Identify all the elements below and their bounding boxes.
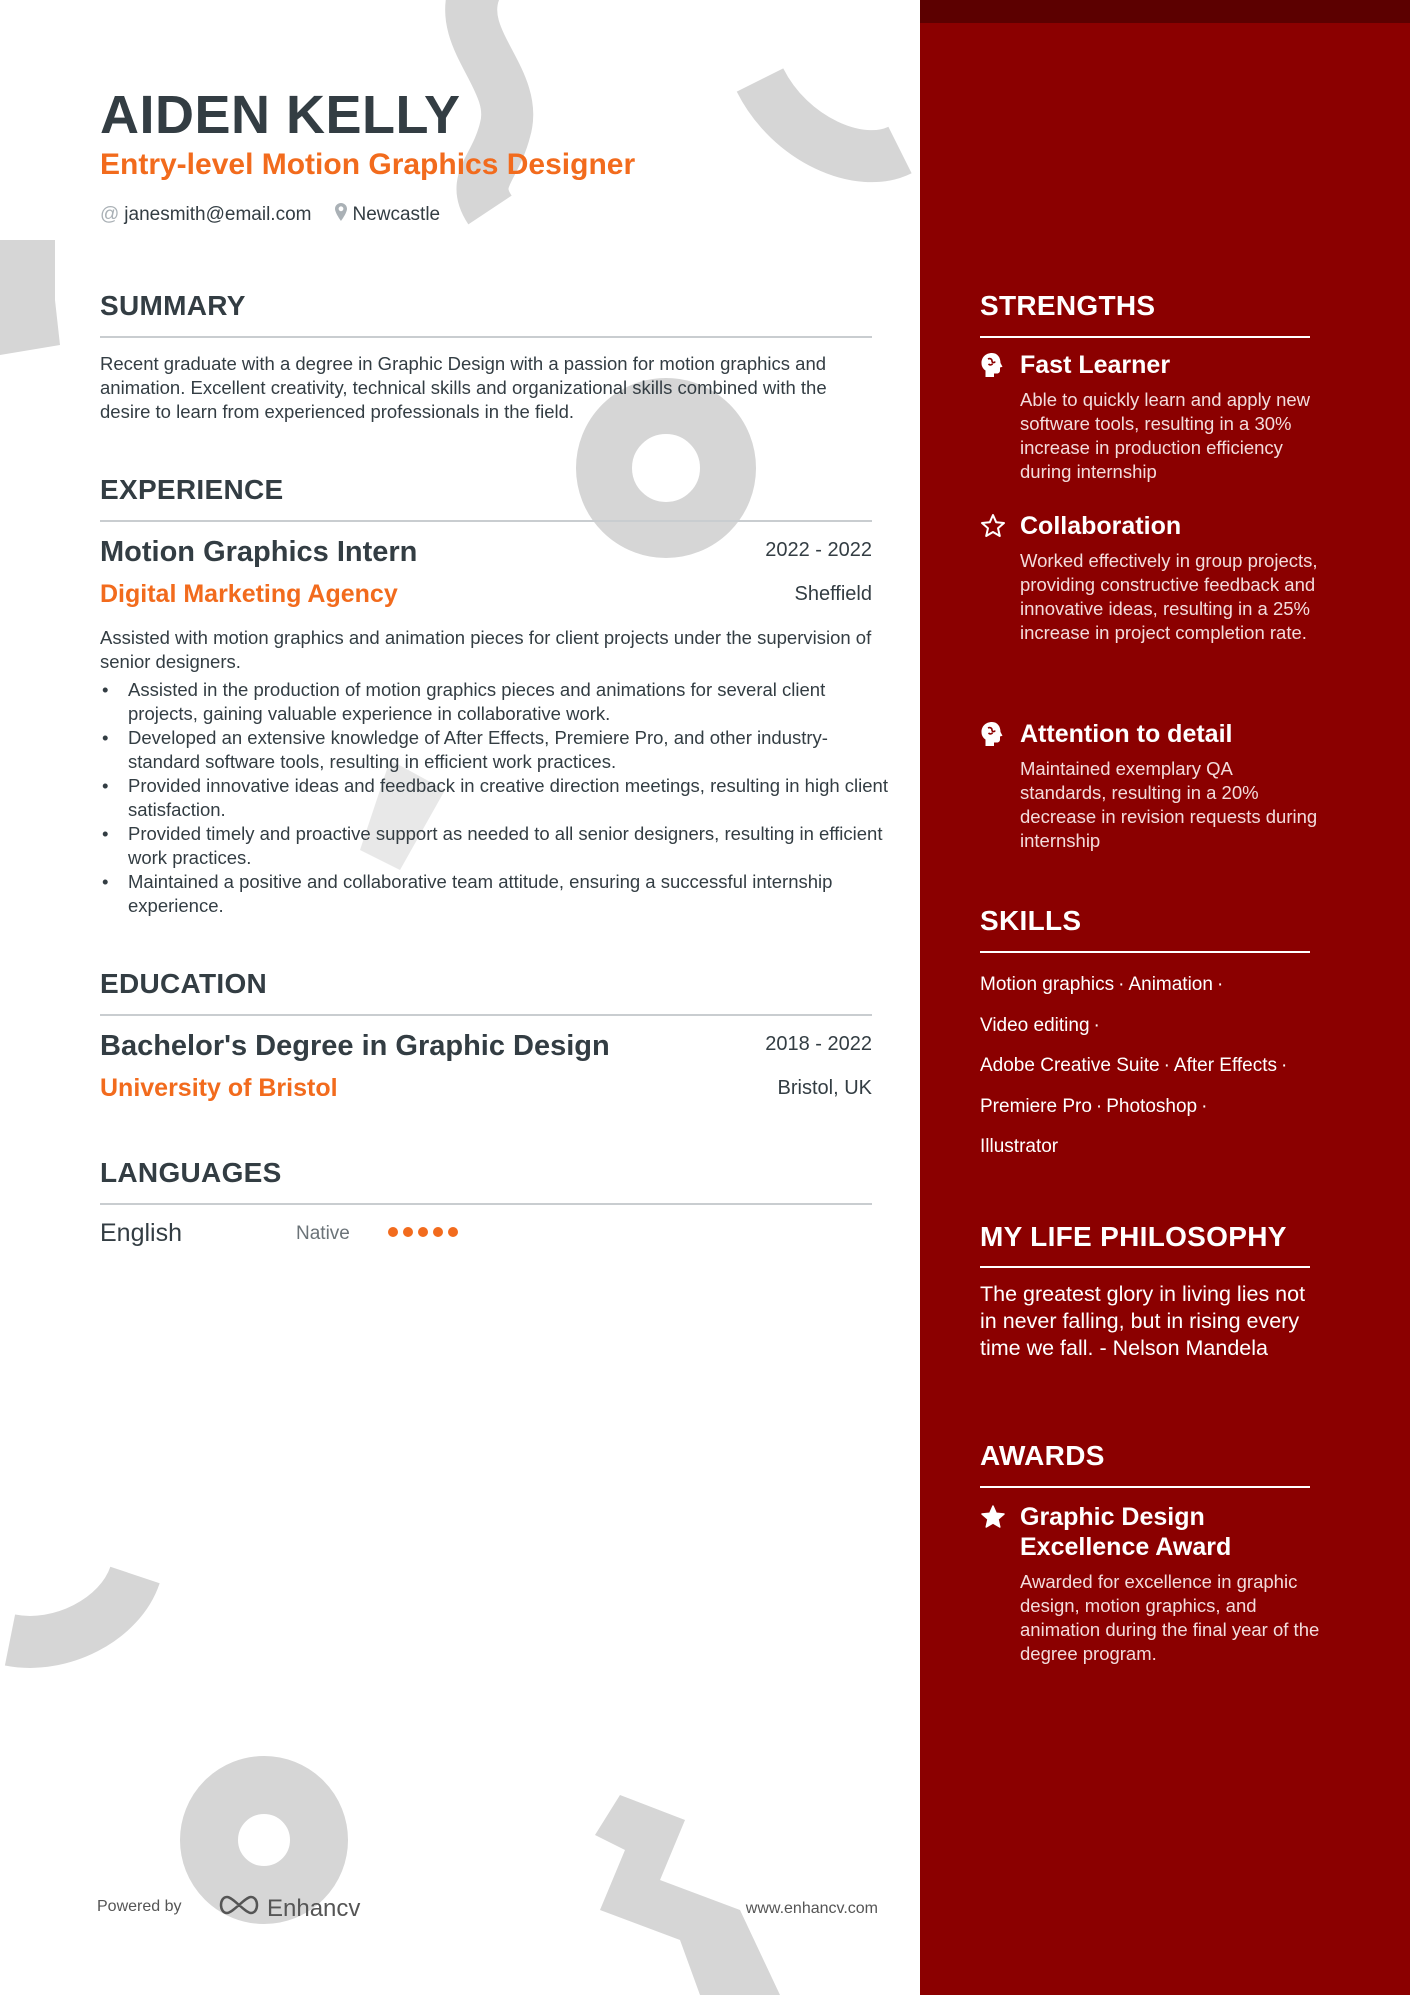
job-bullet: • Developed an extensive knowledge of After Effects, Premiere Pro, and other industry-standard software tools, resulting in efficient work practices. xyxy=(100,726,890,774)
contact-info xyxy=(100,203,464,227)
summary-heading: SUMMARY xyxy=(100,290,246,321)
job-bullets xyxy=(100,678,890,918)
education-dates: 2018 - 2022 xyxy=(765,1033,872,1055)
education-heading: EDUCATION xyxy=(100,968,268,999)
experience-heading: EXPERIENCE xyxy=(100,474,284,505)
skill-tag: Photoshop xyxy=(1106,1095,1198,1117)
proficiency-dot xyxy=(433,1227,443,1237)
job-bullet: • Provided innovative ideas and feedback in creative direction meetings, resulting in high client satisfaction. xyxy=(100,774,890,822)
brand-name: Enhancv xyxy=(267,1894,361,1922)
language-name: English xyxy=(100,1219,182,1247)
skills-heading: SKILLS xyxy=(980,905,1082,936)
skill-tag: After Effects xyxy=(1173,1055,1278,1076)
proficiency-dot xyxy=(388,1227,398,1237)
skill-separator: · xyxy=(1281,1055,1288,1076)
candidate-name: AIDEN KELLY xyxy=(100,85,461,145)
skills-row xyxy=(980,1087,1340,1128)
skills-row xyxy=(980,1046,1340,1087)
summary-text: Recent graduate with a degree in Graphic Design with a passion for motion graphics and animation. Excellent creativity, technical skills and organizational skills combined with the desire to learn from experienced professionals in the field. xyxy=(100,353,827,422)
job-bullet: • Assisted in the production of motion graphics pieces and animations for several client projects, gaining valuable experience in collaborative work. xyxy=(100,678,890,726)
skill-separator: · xyxy=(1118,974,1125,995)
at-icon: @ xyxy=(100,204,120,225)
job-bullet: • Provided timely and proactive support as needed to all senior designers, resulting in efficient work practices. xyxy=(100,822,890,870)
email-text: janesmith@email.com xyxy=(124,204,312,225)
skills-row xyxy=(980,1006,1340,1047)
skill-tag: Motion graphics xyxy=(980,974,1115,995)
skills-list xyxy=(980,965,1340,1168)
strength-title: Fast Learner xyxy=(1020,351,1171,379)
strengths-divider xyxy=(980,336,1310,338)
contact-location xyxy=(335,203,440,227)
brain-icon xyxy=(980,352,1006,378)
skill-tag: Adobe Creative Suite xyxy=(980,1055,1160,1076)
philosophy-divider xyxy=(980,1266,1310,1268)
star-outline-icon xyxy=(980,513,1006,539)
strength-description: Worked effectively in group projects, providing constructive feedback and innovative ideas, resulting in a 25% increase in project completion rate. xyxy=(1020,550,1318,643)
brain-icon xyxy=(980,721,1006,747)
job-location: Sheffield xyxy=(794,583,872,605)
job-title: Motion Graphics Intern xyxy=(100,536,418,568)
job-description: Assisted with motion graphics and animation pieces for client projects under the supervision of senior designers. xyxy=(100,627,872,672)
skill-separator: · xyxy=(1163,1055,1170,1076)
degree-title: Bachelor's Degree in Graphic Design xyxy=(100,1030,610,1062)
sidebar xyxy=(920,0,1410,1995)
job-company: Digital Marketing Agency xyxy=(100,580,398,608)
skills-divider xyxy=(980,951,1310,953)
proficiency-dot xyxy=(448,1227,458,1237)
contact-email[interactable] xyxy=(100,204,311,226)
powered-by-text: Powered by xyxy=(97,1898,182,1915)
skill-separator: · xyxy=(1093,1014,1100,1036)
footer-url[interactable]: www.enhancv.com xyxy=(745,1900,878,1917)
summary-divider xyxy=(100,336,872,338)
strength-title: Attention to detail xyxy=(1020,720,1233,748)
philosophy-heading: MY LIFE PHILOSOPHY xyxy=(980,1221,1287,1252)
job-bullet: • Maintained a positive and collaborative team attitude, ensuring a successful internship experience. xyxy=(100,870,890,918)
languages-divider xyxy=(100,1203,872,1205)
skill-separator: · xyxy=(1095,1095,1103,1117)
proficiency-dot xyxy=(418,1227,428,1237)
map-pin-icon xyxy=(335,203,347,227)
skill-separator: · xyxy=(1201,1095,1208,1117)
infinity-icon xyxy=(215,1893,263,1924)
proficiency-dot xyxy=(403,1227,413,1237)
school-name: University of Bristol xyxy=(100,1074,338,1102)
strength-title: Collaboration xyxy=(1020,512,1182,540)
skills-row xyxy=(980,965,1340,1006)
star-filled-icon xyxy=(980,1504,1006,1530)
skills-row xyxy=(980,1127,1340,1168)
philosophy-quote: The greatest glory in living lies not in never falling, but in rising every time we fall. - Nelson Mandela xyxy=(980,1282,1306,1360)
candidate-title: Entry-level Motion Graphics Designer xyxy=(100,148,636,181)
education-location: Bristol, UK xyxy=(777,1077,872,1099)
experience-divider xyxy=(100,520,872,522)
language-level: Native xyxy=(296,1223,350,1244)
enhancv-logo[interactable] xyxy=(215,1893,360,1924)
awards-divider xyxy=(980,1486,1310,1488)
strengths-heading: STRENGTHS xyxy=(980,290,1156,321)
education-divider xyxy=(100,1014,872,1016)
language-proficiency-dots xyxy=(388,1227,463,1237)
job-dates: 2022 - 2022 xyxy=(765,539,872,561)
languages-heading: LANGUAGES xyxy=(100,1157,282,1188)
skill-tag: Animation xyxy=(1128,974,1213,995)
skill-tag: Premiere Pro xyxy=(980,1095,1092,1117)
skill-tag: Illustrator xyxy=(980,1136,1059,1157)
award-description: Awarded for excellence in graphic design, motion graphics, and animation during the final year of the degree program. xyxy=(1020,1571,1320,1664)
location-text: Newcastle xyxy=(352,204,441,225)
strength-description: Maintained exemplary QA standards, resulting in a 20% decrease in revision requests during internship xyxy=(1020,758,1318,851)
sidebar-top-bar xyxy=(920,0,1410,23)
skill-separator: · xyxy=(1216,974,1224,995)
strength-description: Able to quickly learn and apply new software tools, resulting in a 30% increase in production efficiency during internship xyxy=(1020,389,1311,482)
skill-tag: Video editing xyxy=(980,1014,1090,1036)
award-title: Graphic Design Excellence Award xyxy=(1020,1503,1232,1561)
awards-heading: AWARDS xyxy=(980,1440,1105,1471)
